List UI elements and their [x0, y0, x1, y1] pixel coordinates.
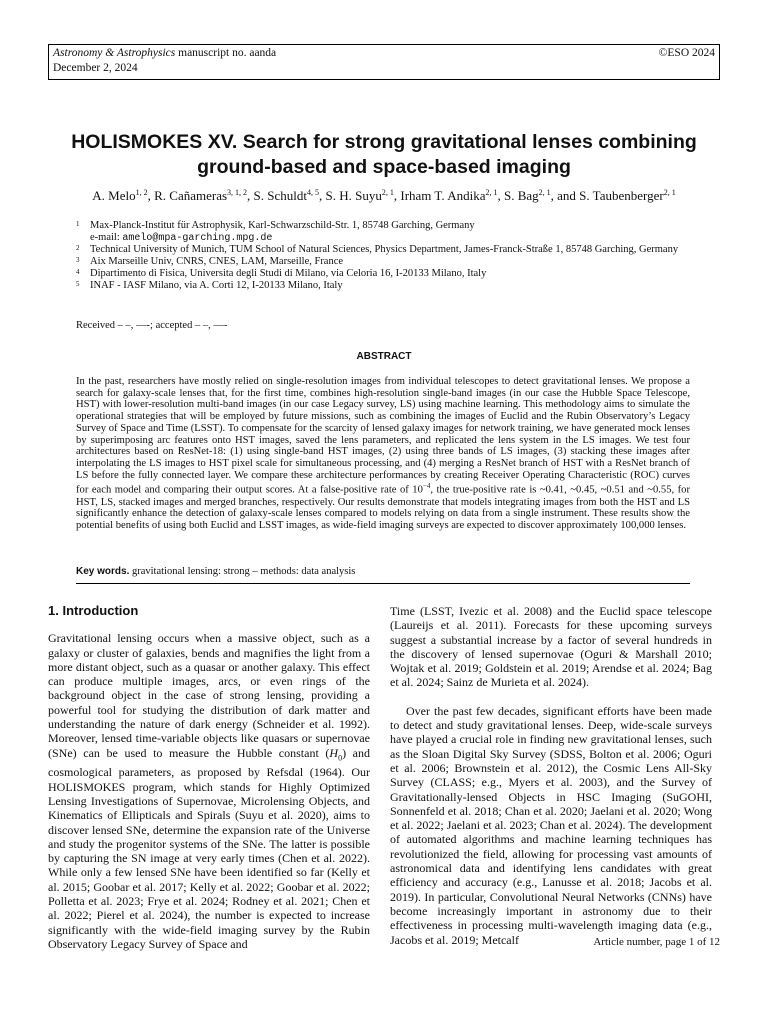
- affiliation-text: INAF - IASF Milano, via A. Corti 12, I-20133 Milano, Italy: [90, 279, 343, 291]
- author-list: [40, 187, 728, 205]
- author-separator: ,: [497, 188, 504, 203]
- affiliation-list: [76, 220, 726, 291]
- author-name: S. H. Suyu: [325, 188, 382, 203]
- affiliation-item: [76, 220, 726, 244]
- author-affiliation-marker: 4, 5: [307, 188, 320, 197]
- affiliation-text: Aix Marseille Univ, CNRS, CNES, LAM, Marseille, France: [90, 256, 344, 268]
- introduction-paragraph: Over the past few decades, significant efforts have been made to detect and study gravitational lenses. Deep, wide-scale surveys have played a crucial role in finding new gravitational lenses, such as the Sloan Digital Sky Survey (SDSS, Bolton et al. 2006; Oguri et al. 2006; Brownstein et al. 2012), the Cosmic Lens All-Sky Survey (CLASS; e.g., Myers et al. 2003), and the Survey of Gravitationally-lensed Objects in HSC Imaging (SuGOHI, Sonnenfeld et al. 2018; Chan et al. 2020; Jaelani et al. 2020; Wong et al. 2022; Jaelani et al. 2023; Chan et al. 2024). The development of automated algorithms and machine learning techniques has revolutionized the field, allowing for processing vast amounts of astronomical data and identifying lens candidates with great efficiency and accuracy (e.g., Lanusse et al. 2018; Jacobs et al. 2019). In particular, Convolutional Neural Networks (CNNs) have become increasingly important in astronomy due to their effectiveness in processing multi-wavelength imaging data (e.g., Jacobs et al. 2019; Metcalf: [390, 703, 712, 947]
- email-label: e-mail:: [90, 231, 123, 243]
- author-separator: ,: [247, 188, 254, 203]
- affiliation-number: 4: [76, 267, 80, 276]
- text-run: Gravitational lensing occurs when a massive object, such as a galaxy or cluster of galaxies, bends and magnifies the light from a more distant object, such as a quasar or another galaxy. This effect can produce multiple images, arcs, or even rings of the background object in the case of strong lensing, providing a powerful tool for studying the distribution of dark matter and understanding the nature of dark energy (Schneider et al. 1992). Moreover, lensed time-variable objects like quasars or supernovae (SNe) can be used to measure the Hubble constant (: [48, 631, 370, 760]
- hubble-constant-symbol: H: [329, 745, 339, 760]
- abstract-part: In the past, researchers have mostly relied on single-resolution images from individual telescopes to detect gravitational lenses. We propose a search for galaxy-scale lenses that, for the first time, combines high-resolution single-band images (in our case the Hubble Space Telescope, HST) with lower-resolution multi-band images (in our case Legacy survey, LS) using machine learning. This methodology aims to simulate the operational strategies that will be employed by future missions, such as combining the images of Euclid and the Rubin Observatory’s Legacy Survey of Space and Time (LSST). To compensate for the scarcity of lensed galaxy images for network training, we have generated mock lenses by superimposing arc features onto HST images, saved the lens parameters, and replicated the lens system in the LS images. We test four architectures based on ResNet-18: (1) using single-band HST images, (2) using three bands of LS images, (3) stacking these images after interpolating the LS images to HST pixel scale for simultaneous processing, and (4) merging a ResNet branch of HST with a ResNet branch of LS before the fully connected layer. We compare these architecture performances by creating Receiver Operating Characteristic (ROC) curves for each model and comparing their output scores. At a false-positive rate of 10: [76, 376, 690, 496]
- introduction-paragraph: Time (LSST, Ivezic et al. 2008) and the Euclid space telescope (Laureijs et al. 2011). Forecasts for these upcoming surveys suggest a substantial increase by a factor of several hundreds in the discovery of lensed supernovae (Oguri & Marshall 2010; Wojtak et al. 2019; Goldstein et al. 2019; Arendse et al. 2024; Bag et al. 2024; Sainz de Murieta et al. 2024).: [390, 604, 712, 690]
- affiliation-item: [76, 280, 726, 292]
- author-name: S. Schuldt: [253, 188, 308, 203]
- left-column: [48, 604, 370, 951]
- author-separator: ,: [393, 188, 401, 203]
- section-heading-introduction: 1. Introduction: [48, 603, 139, 618]
- author-affiliation-marker: 2, 1: [381, 188, 394, 197]
- author-affiliation-marker: 2, 1: [538, 188, 551, 197]
- affiliation-text: Technical University of Munich, TUM School of Natural Sciences, Physics Department, James-Franck-Straße 1, 85748 Garching, Germany: [90, 244, 679, 256]
- journal-line: [53, 46, 276, 61]
- keywords-label: Key words.: [76, 566, 130, 577]
- affiliation-number: 2: [76, 244, 80, 253]
- section-divider: [76, 583, 690, 584]
- abstract-heading: ABSTRACT: [356, 351, 412, 362]
- author-affiliation-marker: 2, 1: [663, 188, 676, 197]
- author-name: S. Taubenberger: [579, 188, 664, 203]
- author-affiliation-marker: 1, 2: [135, 188, 148, 197]
- author-affiliation-marker: 3, 1, 2: [227, 188, 248, 197]
- abstract-exponent: −4: [422, 482, 431, 491]
- affiliation-number: 1: [76, 220, 80, 228]
- page-footer: Article number, page 1 of 12: [593, 936, 720, 948]
- affiliation-text: Dipartimento di Fisica, Universita degli Studi di Milano, via Celoria 16, I-20133 Milano, Italy: [90, 267, 487, 279]
- abstract-text: [76, 376, 690, 532]
- abstract-part: , the true-positive rate is ~0.41, ~0.45, ~0.51 and ~0.55, for HST, LS, stacked images and merged branches, respectively. Our results demonstrate that models integrating images from both the HST and LS significantly enhance the detection of galaxy-scale lenses compared to models relying on data from a single instrument. These results show the potential benefits of using both Euclid and LSST images, as wide-field imaging surveys are expected to discover approximately 100,000 lenses.: [76, 484, 690, 531]
- paper-title: HOLISMOKES XV. Search for strong gravitational lenses combining ground-based and space-based imaging: [71, 131, 697, 178]
- affiliation-number: 5: [76, 279, 80, 288]
- hubble-constant-subscript: 0: [338, 753, 343, 763]
- right-column: [390, 604, 712, 947]
- journal-name: Astronomy & Astrophysics: [53, 47, 176, 59]
- introduction-paragraph: [48, 631, 370, 951]
- manuscript-id: manuscript no. aanda: [175, 47, 277, 59]
- affiliation-item: [76, 244, 726, 256]
- author-separator: , and: [550, 188, 580, 203]
- email-link[interactable]: amelo@mpa-garching.mpg.de: [122, 232, 273, 244]
- manuscript-date: December 2, 2024: [53, 62, 138, 74]
- affiliation-number: 3: [76, 256, 80, 265]
- keywords-line: [76, 566, 355, 577]
- text-run: ) and cosmological parameters, as proposed by Refsdal (1964). Our HOLISMOKES program, which stands for Highly Optimized Lensing Investigations of Supernovae, Microlensing Objects, and Kinematics of Ellipticals and Spirals (Suyu et al. 2020), aims to discover lensed SNe, determine the expansion rate of the Universe and study the progenitor systems of the SNe. The latter is possible by capturing the SN image at very early times (Chen et al. 2022). While only a few lensed SNe have been identified so far (Kelly et al. 2015; Goobar et al. 2017; Kelly et al. 2022; Goobar et al. 2022; Polletta et al. 2023; Frye et al. 2024; Rodney et al. 2021; Chen et al. 2022; Pierel et al. 2024), the number is expected to increase significantly with the wide-field imaging survey by the Rubin Observatory Legacy Survey of Space and: [48, 745, 370, 951]
- author-name: Irham T. Andika: [400, 188, 486, 203]
- author-name: R. Cañameras: [154, 188, 228, 203]
- copyright: ©ESO 2024: [658, 47, 715, 59]
- author-separator: ,: [319, 188, 326, 203]
- journal-header: [48, 44, 720, 80]
- affiliation-item: [76, 268, 726, 280]
- author-name: S. Bag: [503, 188, 539, 203]
- keywords-text: gravitational lensing: strong – methods: data analysis: [131, 566, 356, 577]
- affiliation-item: [76, 256, 726, 268]
- author-name: A. Melo: [92, 188, 136, 203]
- author-separator: ,: [147, 188, 155, 203]
- received-line: Received – –, —-; accepted – –, —-: [76, 320, 228, 331]
- affiliation-text: Max-Planck-Institut für Astrophysik, Karl-Schwarzschild-Str. 1, 85748 Garching, Germany: [90, 220, 475, 231]
- author-affiliation-marker: 2, 1: [485, 188, 498, 197]
